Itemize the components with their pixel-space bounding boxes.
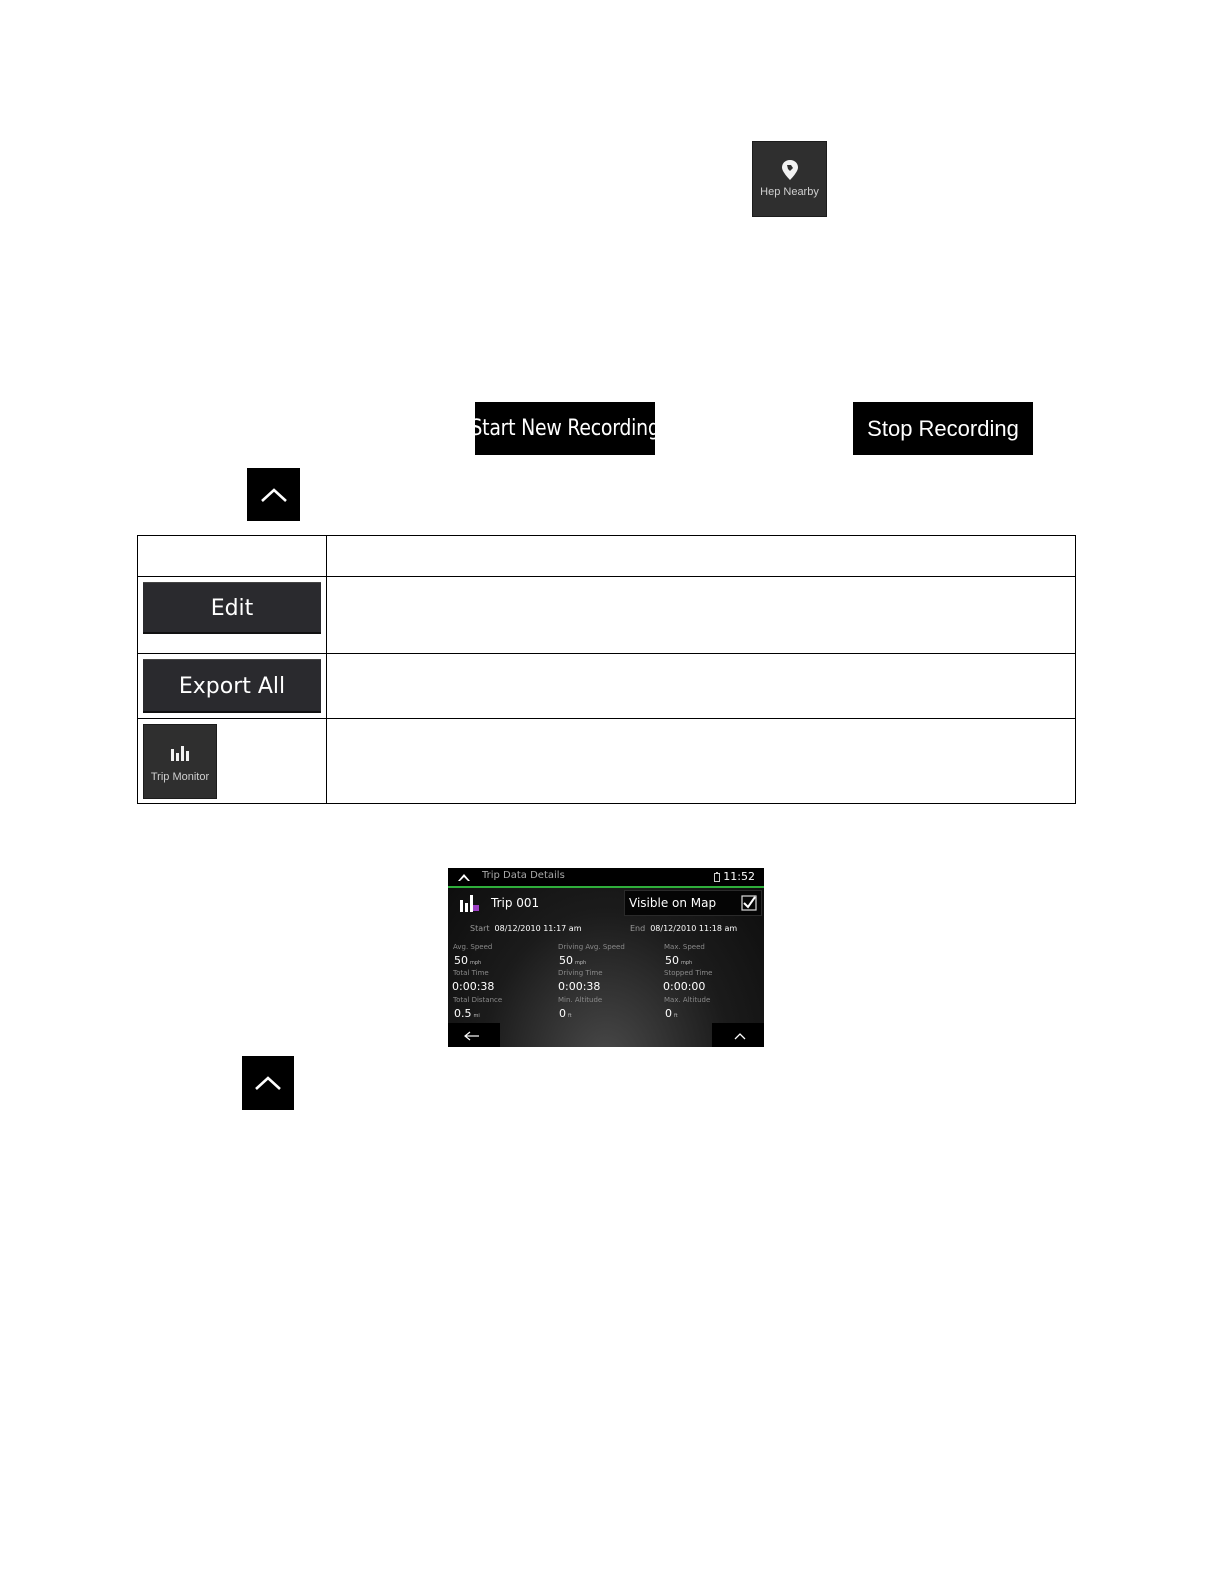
stat-label: Driving Time	[558, 969, 603, 977]
stat-value: 0.5 mi	[454, 1007, 480, 1020]
end-date: End 08/12/2010 11:18 am	[630, 924, 738, 933]
stat-value: 50 mph	[665, 954, 693, 967]
stat-value: 0 ft	[665, 1007, 678, 1020]
trip-data-details-screen	[448, 868, 764, 1047]
stat-value: 50 mph	[559, 954, 587, 967]
stop-recording-button[interactable]	[853, 402, 1033, 455]
arrow-left-icon	[464, 1031, 480, 1041]
start-date: Start 08/12/2010 11:17 am	[470, 924, 582, 933]
checkbox-checked-icon[interactable]	[741, 895, 757, 911]
stat-value: 0:00:00	[663, 980, 706, 993]
table-row	[138, 577, 327, 654]
edit-button[interactable]	[143, 582, 321, 634]
back-button[interactable]	[448, 1023, 500, 1047]
stat-label: Total Time	[453, 969, 489, 977]
start-new-recording-button[interactable]	[470, 402, 660, 455]
stat-label: Min. Altitude	[558, 996, 603, 1004]
chevron-up-icon[interactable]	[457, 872, 471, 882]
chevron-up-icon	[734, 1032, 746, 1040]
up-chevron-button[interactable]	[247, 468, 300, 521]
visible-on-map-label: Visible on Map	[629, 896, 717, 910]
start-new-recording-label: Start New Recording	[470, 416, 660, 441]
stat-label: Max. Speed	[664, 943, 705, 951]
trip-name: Trip 001	[491, 896, 540, 910]
trip-chart-icon	[459, 893, 481, 913]
table-row	[138, 654, 327, 719]
button-description-table	[137, 535, 1076, 804]
export-all-button-label: Export All	[178, 673, 286, 699]
help-nearby-tile[interactable]	[752, 141, 827, 217]
table-header-cell	[327, 536, 1076, 577]
table-description-cell	[327, 577, 1076, 654]
stat-value: 50 mph	[454, 954, 482, 967]
battery-icon	[714, 872, 720, 882]
up-chevron-button[interactable]	[242, 1056, 294, 1110]
screen-header-bar	[448, 868, 764, 888]
stat-value: 0 ft	[559, 1007, 572, 1020]
scroll-up-button[interactable]	[712, 1023, 764, 1047]
table-row	[138, 719, 327, 804]
visible-on-map-toggle[interactable]	[624, 890, 762, 916]
screen-clock: 11:52	[723, 870, 755, 883]
table-description-cell	[327, 719, 1076, 804]
chevron-up-icon	[253, 1074, 283, 1092]
chevron-up-icon	[259, 486, 289, 504]
table-header-cell	[138, 536, 327, 577]
stat-label: Max. Altitude	[664, 996, 711, 1004]
stat-value: 0:00:38	[558, 980, 601, 993]
stat-value: 0:00:38	[452, 980, 495, 993]
trip-monitor-label: Trip Monitor	[150, 771, 210, 783]
export-all-button[interactable]	[143, 659, 321, 713]
help-nearby-label: Hep Nearby	[760, 186, 819, 198]
trip-monitor-tile[interactable]	[143, 724, 217, 799]
stat-label: Avg. Speed	[453, 943, 493, 951]
table-description-cell	[327, 654, 1076, 719]
stat-label: Driving Avg. Speed	[558, 943, 625, 951]
location-wrench-icon	[780, 159, 800, 181]
stat-label: Stopped Time	[664, 969, 713, 977]
stop-recording-label: Stop Recording	[867, 415, 1019, 441]
bar-chart-icon	[170, 744, 190, 762]
screen-title: Trip Data Details	[482, 870, 565, 881]
edit-button-label: Edit	[210, 595, 254, 621]
stat-label: Total Distance	[453, 996, 503, 1004]
